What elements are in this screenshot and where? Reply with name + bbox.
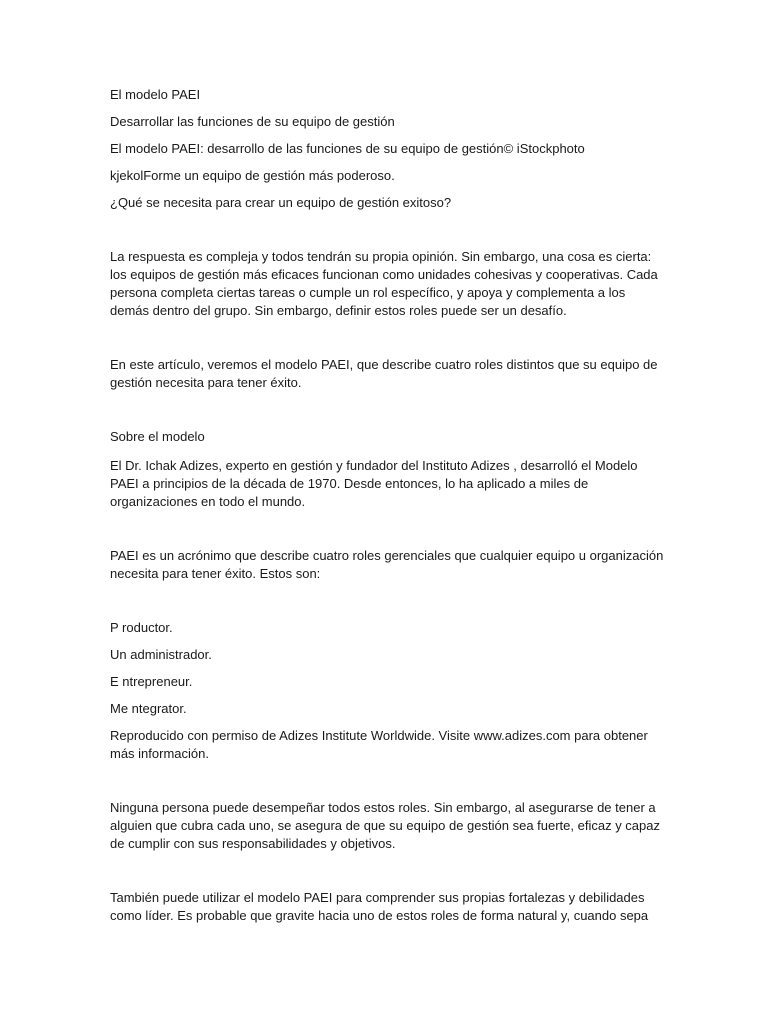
role-item: P roductor. xyxy=(110,620,173,635)
document-subtitle: Desarrollar las funciones de su equipo de gestión xyxy=(110,114,395,129)
role-item: Un administrador. xyxy=(110,647,212,662)
paragraph-line: de cumplir con sus responsabilidades y objetivos. xyxy=(110,836,396,851)
nobody-paragraph xyxy=(110,799,662,853)
image-credit: kjekolForme un equipo de gestión más poderoso. xyxy=(110,168,395,183)
paragraph-line: También puede utilizar el modelo PAEI para comprender sus propias fortalezas y debilidades xyxy=(110,890,645,905)
image-caption: El modelo PAEI: desarrollo de las funciones de su equipo de gestión© iStockphoto xyxy=(110,141,585,156)
paragraph-line: Reproducido con permiso de Adizes Institute Worldwide. Visite www.adizes.com para obtener xyxy=(110,728,648,743)
role-item: E ntrepreneur. xyxy=(110,674,193,689)
paragraph-line: gestión necesita para tener éxito. xyxy=(110,375,302,390)
paragraph-line: más información. xyxy=(110,746,209,761)
paragraph-line: necesita para tener éxito. Estos son: xyxy=(110,566,321,581)
about-paragraph xyxy=(110,457,662,511)
paragraph-line: La respuesta es compleja y todos tendrán su propia opinión. Sin embargo, una cosa es cierta: xyxy=(110,249,652,264)
document-page xyxy=(110,86,662,925)
intro-paragraph xyxy=(110,248,662,320)
opening-question: ¿Qué se necesita para crear un equipo de gestión exitoso? xyxy=(110,195,452,210)
paragraph-line: los equipos de gestión más eficaces funcionan como unidades cohesivas y cooperativas. Cada xyxy=(110,267,658,282)
document-title: El modelo PAEI xyxy=(110,87,201,102)
article-paragraph xyxy=(110,356,662,392)
paragraph-line: En este artículo, veremos el modelo PAEI, que describe cuatro roles distintos que su equipo de xyxy=(110,357,658,372)
self-assessment-paragraph xyxy=(110,889,662,925)
role-item: Me ntegrator. xyxy=(110,701,187,716)
permission-paragraph xyxy=(110,727,662,763)
paragraph-line: PAEI a principios de la década de 1970. Desde entonces, lo ha aplicado a miles de xyxy=(110,476,589,491)
paragraph-line: demás dentro del grupo. Sin embargo, definir estos roles puede ser un desafío. xyxy=(110,303,567,318)
paragraph-line: El Dr. Ichak Adizes, experto en gestión y fundador del Instituto Adizes , desarrolló el Modelo xyxy=(110,458,638,473)
section-heading-about: Sobre el modelo xyxy=(110,429,205,444)
paragraph-line: alguien que cubra cada uno, se asegura de que su equipo de gestión sea fuerte, eficaz y capaz xyxy=(110,818,660,833)
paragraph-line: Ninguna persona puede desempeñar todos estos roles. Sin embargo, al asegurarse de tener a xyxy=(110,800,656,815)
paragraph-line: como líder. Es probable que gravite hacia uno de estos roles de forma natural y, cuando sepa xyxy=(110,908,649,923)
paragraph-line: organizaciones en todo el mundo. xyxy=(110,494,306,509)
acronym-paragraph xyxy=(110,547,662,583)
paragraph-line: persona completa ciertas tareas o cumple un rol específico, y apoya y complementa a los xyxy=(110,285,626,300)
paragraph-line: PAEI es un acrónimo que describe cuatro roles gerenciales que cualquier equipo u organización xyxy=(110,548,664,563)
